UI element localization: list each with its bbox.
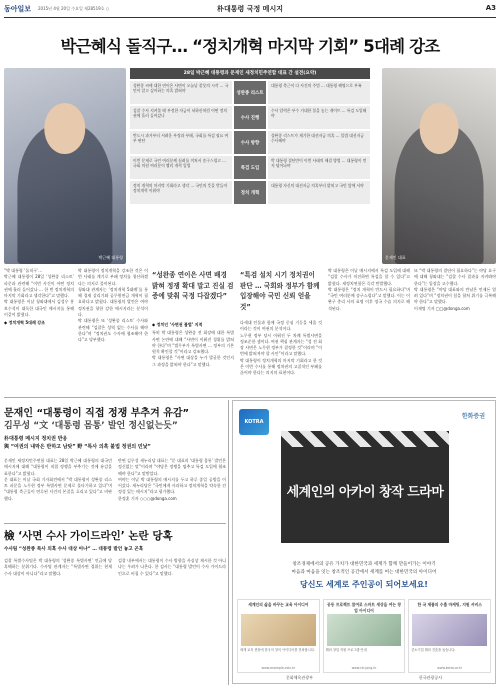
comparison-left: 정치 개혁의 마지막 기회라고 생각 … 국민의 뜻을 받들어 정치개혁 이뤄야 bbox=[130, 181, 232, 204]
article-subhead: ◆ 정치개혁 5대례 강조 bbox=[4, 320, 45, 326]
ad-panel-url[interactable]: www.kotra.or.kr bbox=[437, 666, 463, 670]
comparison-left: 검찰 수사 지켜볼 때 부정한 자금이 낙하산처럼 어떤 정치권에 흘러 들어갔나 bbox=[130, 106, 232, 129]
sponsor-logo: 한화증권 bbox=[461, 413, 485, 420]
article-paragraph: 박 대통령은 “야당 대표와의 만남은 언제든 열려 있다”며 “정치권이 힘을 합쳐 위기를 극복해야 한다”고 말했다. bbox=[414, 286, 496, 305]
article-paragraph: 박 대통령이 정치개혁의 마지막 기회라고 한 것은 이번 수사를 통해 정치권의 고질적인 부패를 끊어야 한다는 의지의 표현이다. bbox=[240, 357, 322, 376]
article-kicker-text: 朴대통령 메시지 정치권 반응 bbox=[4, 436, 68, 442]
clapper-stripes bbox=[281, 431, 449, 447]
article-subhead: ◆ 정치인 ‘사면권 불법’ 지적 bbox=[152, 322, 203, 327]
article-column bbox=[240, 320, 322, 394]
ad-panel-url[interactable]: www.ctr-jong.kr bbox=[351, 666, 377, 670]
article-paragraph: 박 대통령은 이날 메시지에서 특검 도입에 대해 “검찰 수사가 미진하면 특검을 할 수 있다”고 밝혔다. 새정치연합은 즉각 반발했다. bbox=[328, 268, 410, 286]
ad-tagline: 창조경제에서의 공유 가치가 대한민국과 세계가 함께 만들어가는 이야기 bbox=[292, 562, 436, 567]
article-deck: 與 “여권의 내막은 반하고 남탓” 野 “특사 의혹 불법 정권의 민낯” bbox=[4, 444, 151, 451]
ad-sponsor: 문화체육관광부 bbox=[285, 675, 313, 680]
comparison-topic: 수사 방향 bbox=[234, 131, 266, 154]
comparison-row bbox=[130, 131, 370, 154]
person-head bbox=[420, 103, 459, 154]
page-header bbox=[4, 2, 496, 18]
article-column bbox=[78, 268, 148, 394]
comparison-title: 28일 박근혜 대통령과 문재인 새정치민주연합 대표 간 설전(요약) bbox=[130, 68, 370, 79]
page-number: A3 bbox=[485, 4, 496, 12]
comparison-table bbox=[130, 68, 370, 264]
article-paragraph: 이재명 기자 □□@donga.com bbox=[414, 305, 470, 311]
article-paragraph: 청와대 관계자는 ‘정치개혁 5대례’를 통해 경제 살리기와 공무원연금 개혁이 필요하다고 밝혔다. 대통령의 발언은 여야 정치권을 향한 강한 메시지라는 분석이다. bbox=[78, 286, 148, 318]
article-paragraph: 박 대통령은 이날 청와대에서 김성우 홍보수석이 대독한 대국민 메시지를 통해 이같이 밝혔다. bbox=[4, 299, 74, 318]
column-divider bbox=[228, 400, 229, 685]
comparison-topic: 수사 진행 bbox=[234, 106, 266, 129]
article-paragraph: 문 대표는 이날 국회 기자회견에서 “박 대통령이 성완종 리스트 파문을 노무현 정부 특별사면 문제로 물타기하고 있다”며 “대통령 측근들이 연루된 사건의 본질을 흐리고 있다”고 비판했다. bbox=[4, 476, 112, 501]
ad-panels bbox=[237, 599, 491, 673]
section-divider bbox=[4, 523, 226, 524]
ad-panel-title: 한 국 제품의 수출 마케팅, 지원 서비스 bbox=[417, 602, 482, 607]
comparison-right: 성완종 리스트가 제기한 대선자금 의혹 … 불법 대선자금 수사해야 bbox=[268, 131, 370, 154]
ad-panel-desc: 해외 창업 지원 프로그램 안내 bbox=[325, 648, 367, 652]
photo-caption: 박근혜 대통령 bbox=[98, 255, 123, 260]
ad-panel-image bbox=[327, 614, 402, 646]
article-column bbox=[328, 268, 410, 394]
story-subheadline: 김무성 “文 ‘대통령 몸통’ 발언 정신없는듯” bbox=[4, 421, 178, 431]
article-paragraph: 특히 박 대통령은 성완종 전 회장에 대한 특별사면 논란에 대해 “사면이 이뤄진 경위를 밝혀야 한다”며 “법무부가 특별사면 … 정부의 기본 원칙 확인할 것”이라고 강조했다. bbox=[152, 330, 234, 355]
comparison-right: 수사 압력은 부수 거대한 불을 놓는 게이트 … 특검 도입해야 bbox=[268, 106, 370, 129]
person-head bbox=[44, 103, 85, 154]
article-paragraph: 다세대 인물과 함께 국정 중심 기둥을 세울 것이라는 것이 여권의 분석이다. bbox=[240, 320, 322, 332]
ad-footer bbox=[233, 675, 495, 681]
comparison-row bbox=[130, 81, 370, 104]
comparison-topic: 정치 개혁 bbox=[234, 181, 266, 204]
article-paragraph: 여야는 이날 박 대통령의 메시지를 두고 하루 종일 공방을 이어갔다. 새누리당은 “국민에게 사과하고 정치개혁을 약속한 진정성 있는 메시지”라고 평가했다. bbox=[118, 476, 226, 495]
comparison-topic: 성완종 리스트 bbox=[234, 81, 266, 104]
article-kicker bbox=[4, 434, 226, 456]
advertisement[interactable] bbox=[232, 400, 496, 684]
comparison-left: 반드시 과거부터 서려운 부정과 부패, 국회를 특검 필요 여부 판단 bbox=[130, 131, 232, 154]
article-kicker bbox=[4, 545, 226, 555]
article-column bbox=[118, 458, 226, 520]
article-column bbox=[4, 268, 74, 394]
article-paragraph: 검찰 특별수사팀은 박 대통령의 ‘성완종 특별사면’ 언급에 당혹해하는 분위기다. 수사팀 관계자는 “특별사면 경위는 현재 수사 대상이 아니다”라고 말했다. bbox=[4, 558, 112, 576]
article-paragraph: 문재인 새정치민주연합 대표는 28일 박근혜 대통령의 대국민 메시지에 대해 “대통령이 직접 정쟁을 부추기는 것에 유감을 표한다”고 밝혔다. bbox=[4, 458, 112, 476]
film-clapper-icon bbox=[281, 431, 449, 543]
comparison-row bbox=[130, 181, 370, 204]
article-paragraph: 반면 김무성 새누리당 대표는 “문 대표의 ‘대통령 몸통’ 발언은 정신없는 말”이라며 “야당은 정쟁을 멈추고 특검 도입에 협조해야 한다”고 맞받았다. bbox=[118, 458, 226, 476]
article-paragraph: “박 대통령 ‘돌직구’… bbox=[4, 268, 43, 273]
article-paragraph: 박근혜 대통령이 28일 ‘성완종 리스트’ 파문과 관련해 “이번 사건이 어떤 정치권에 흘러 들어갔나 … 한 번 정치개혁의 마지막 기회라고 생각한다”고 말했다. bbox=[4, 274, 74, 299]
article-paragraph: 또 “박 대통령의 결단이 필요하다”는 야당 요구에 대해 청와대는 “검찰 수사 결과를 지켜봐야 한다”는 입장을 고수했다. bbox=[414, 268, 496, 286]
comparison-right: 대통령 자신의 대선자금 의혹부터 밝히고 국민 앞에 서야 bbox=[268, 181, 370, 204]
ad-slogan: 당신도 세계로 주인공이 되어보세요! bbox=[300, 580, 428, 589]
photo-caption: 문재인 대표 bbox=[385, 255, 406, 260]
ad-panel[interactable] bbox=[237, 599, 320, 673]
ad-film-title: 세계인의 아카이 창작 드라마 bbox=[286, 485, 444, 500]
ad-sponsor: 한국관광공사 bbox=[418, 675, 443, 680]
article-kicker-text: 수사팀 “성완종 특사 의혹 수사 대상 아냐” … 대통령 발언 놓고 곤혹 bbox=[4, 547, 144, 552]
comparison-right: 대통령 측근이 다 사건의 주범 … 대통령 해명으로 부족 bbox=[268, 81, 370, 104]
article-paragraph: 박 대통령은 “정치 개혁이 반드시 필요하다”며 “국민 여러분께 송구스럽다”고 말했다. 이는 이완구 총리 사의 표명 이후 정국 수습 의지로 해석된다. bbox=[328, 286, 410, 311]
newspaper-logo: 동아일보 bbox=[4, 5, 32, 13]
pull-quote: “특검 설치 시기 정치권이 판단 … 국회와 정부가 함께 입장해야 국민 신뢰 얻을 것” bbox=[240, 271, 320, 311]
comparison-row bbox=[130, 156, 370, 179]
ad-panel-image bbox=[412, 614, 487, 646]
comparison-right: 박 대통령 결단만이 이번 사태의 해결 방법 … 대통령이 먼저 털어놔야 bbox=[268, 156, 370, 179]
comparison-row bbox=[130, 106, 370, 129]
ad-panel-image bbox=[241, 614, 316, 646]
story-headline: 문재인 “대통령이 직접 정쟁 부추겨 유감” bbox=[4, 408, 190, 419]
section-divider bbox=[4, 397, 496, 398]
pull-quote: “성완종 연이은 사면 배경 밝혀 정쟁 확대 말고 진실 검증에 맞춰 국정 다잡겠다” bbox=[152, 271, 234, 300]
comparison-left: 성완종 씨에 대한 연이은 사면이 오늘날 잘못의 시작 … 국민이 알고 싶어하는 의혹 밝혀야 bbox=[130, 81, 232, 104]
article-column bbox=[152, 320, 234, 394]
ad-panel-title: 세계인의 삶을 바꾸는 교육 아이디어 bbox=[248, 602, 309, 607]
ad-panel[interactable] bbox=[323, 599, 406, 673]
article-paragraph: 박 대통령이 정치개혁을 강조한 것은 이번 사태를 계기로 부패 정치를 청산하겠다는 의지로 풀이된다. bbox=[78, 268, 148, 286]
story-headline: 檢 ‘사면 수사 가이드라인’ 논란 당혹 bbox=[4, 530, 173, 542]
issue-date: 2015년 4월 20일 수요일 제28519호 ○ bbox=[38, 6, 110, 11]
article-column bbox=[118, 558, 226, 684]
ad-panel-url[interactable]: www.example-edu.kr bbox=[261, 666, 296, 670]
article-paragraph: 박 대통령은 “사면 대상을 누가 발굴한 것인지 그 과정을 밝혀야 한다”고 말했다. bbox=[152, 355, 234, 367]
article-column bbox=[4, 458, 112, 520]
article-column bbox=[414, 268, 496, 394]
ad-panel-title: 공동 프로젝트 참여로 스마트 세상을 여는 창업 아이디어 bbox=[327, 602, 401, 613]
ad-tagline: 마음과 마음을 잇는 창조적인 공간에서 세계를 여는 대한민국의 아이디어 bbox=[291, 570, 437, 575]
article-paragraph: 검찰 내부에서는 대통령이 수사 방향을 사실상 제시한 것 아니냐는 우려가 나온다. 한 검사는 “대통령 발언이 수사 가이드라인으로 비칠 수 있다”고 말했다. bbox=[118, 558, 226, 576]
byline: 한정훈 기자 ○○○@donga.com bbox=[118, 495, 177, 501]
comparison-topic: 특검 도입 bbox=[234, 156, 266, 179]
article-paragraph: 박 대통령은 또 ‘성완종 리스트’ 수사와 관련해 “검찰은 성역 없는 수사를 해야 한다”며 “정치권도 수사에 협조해야 한다”고 당부했다. bbox=[78, 318, 148, 343]
ad-panel-desc: 중소기업 해외 진출을 돕습니다. bbox=[411, 648, 456, 652]
section-title: 朴대통령 국정 메시지 bbox=[217, 5, 283, 13]
president-photo bbox=[4, 68, 126, 264]
article-column bbox=[4, 558, 112, 684]
comparison-left: 이번 문제로 국민 여러분께 심려를 끼쳐서 송구스럽고 … 국회 의원 여러분이 빨리 개혁 입법 bbox=[130, 156, 232, 179]
kotra-logo: KOTRA bbox=[239, 409, 269, 435]
main-headline: 박근혜식 돌직구… “정치개혁 마지막 기회” 5대례 강조 bbox=[60, 37, 440, 56]
opposition-leader-photo bbox=[382, 68, 496, 264]
article-paragraph: 노무현 정부 당시 이뤄진 두 차례 특별사면을 정조준한 셈이다. 여권 핵심 관계자는 “성 전 회장 사면은 노무현 정부가 결정한 것”이라며 “이번에 밝혀져야 할 사안”이라고 말했다. bbox=[240, 332, 322, 357]
ad-panel-desc: 세계 교육 현장에 한국의 창의 아이디어를 전파합니다. bbox=[240, 648, 315, 652]
ad-panel[interactable] bbox=[408, 599, 491, 673]
